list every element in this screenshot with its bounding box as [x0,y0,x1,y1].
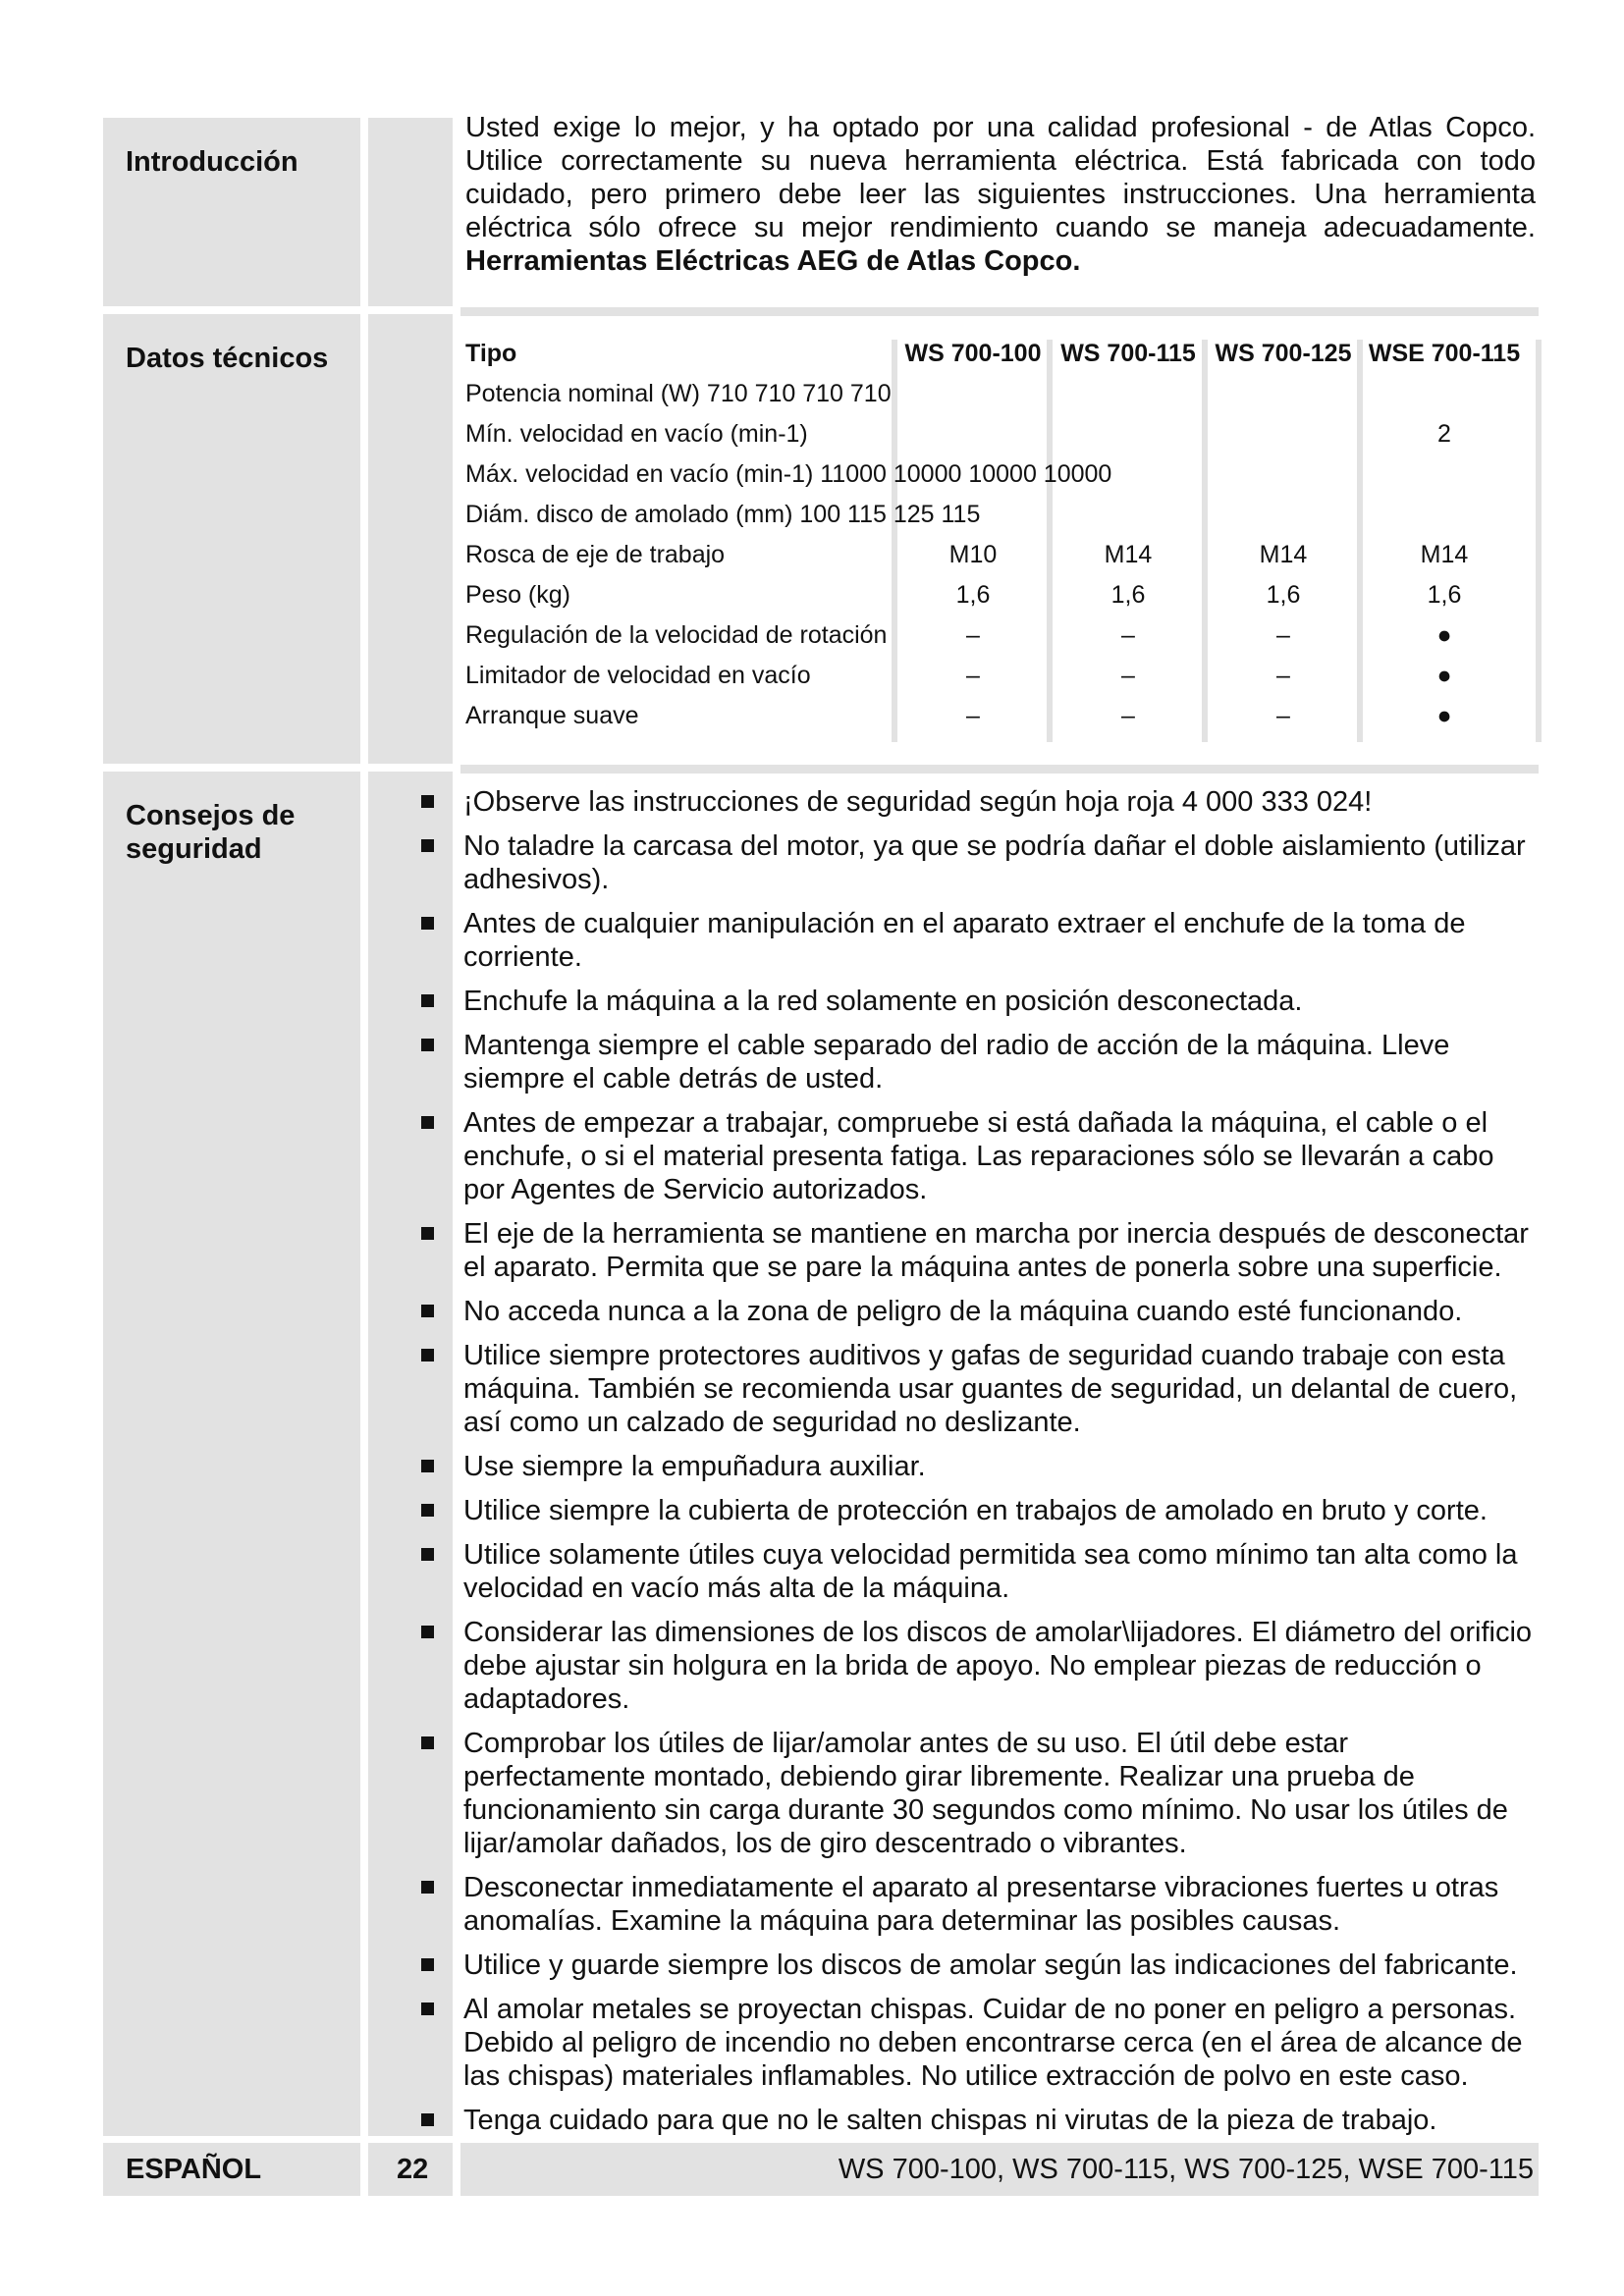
square-bullet-icon [421,1548,434,1561]
square-bullet-icon [421,2002,434,2015]
specs-row-name: Potencia nominal (W) 710 710 710 710 [465,380,892,407]
specs-row [465,692,1540,732]
safety-item-text: Mantenga siempre el cable separado del radio de acción de la máquina. Lleve siempre el cable detrás de usted. [463,1030,1450,1095]
safety-item-text: Utilice y guarde siempre los discos de amolar según las indicaciones del fabricante. [463,1949,1518,1981]
specs-row-value: – [1121,621,1135,649]
specs-header-name: Tipo [465,340,517,367]
intro-spacer-cell [368,118,453,306]
safety-item [416,1339,1536,1439]
safety-item-text: Utilice solamente útiles cuya velocidad permitida sea como mínimo tan alta como la velocidad en vacío más alta de la máquina. [463,1539,1518,1604]
datos-spacer-cell [368,314,453,764]
specs-row-value: – [1276,662,1290,689]
consejos-label [103,772,360,866]
square-bullet-icon [421,1039,434,1051]
square-bullet-icon [421,795,434,808]
safety-item [416,1871,1536,1938]
safety-item [416,1616,1536,1716]
intro-label: Introducción [126,146,298,178]
safety-item-text: Desconectar inmediatamente el aparato al presentarse vibraciones fuertes u otras anomalías. Examine la máquina para determinar las posibles causas. [463,1872,1499,1937]
footer-language: ESPAÑOL [126,2154,262,2185]
specs-row [465,451,1540,491]
safety-item-text: Al amolar metales se proyectan chispas. Cuidar de no poner en peligro a personas. Debido al peligro de incendio no deben encontrarse cerca (en el área de alcance de las chispas) materiales inflamables. No utilice extracción de polvo en este caso. [463,1994,1523,2092]
specs-row-name: Máx. velocidad en vacío (min-1) 11000 10000 10000 10000 [465,460,1112,488]
specs-row-value: – [966,621,980,649]
specs-row-name: Regulación de la velocidad de rotación [465,621,888,649]
safety-list [416,785,1536,2148]
safety-item [416,1450,1536,1483]
specs-row-value: M14 [1420,541,1469,568]
specs-row-value: 1,6 [955,581,991,609]
square-bullet-icon [421,839,434,852]
specs-row-value: – [1121,662,1135,689]
safety-item-text: Considerar las dimensiones de los discos de amolar\lijadores. El diámetro del orificio debe ajustar sin holgura en la brida de apoyo. No emplear piezas de reducción o adaptadores. [463,1617,1533,1715]
square-bullet-icon [421,1958,434,1971]
safety-item-text: Antes de cualquier manipulación en el aparato extraer el enchufe de la toma de corriente. [463,908,1466,973]
square-bullet-icon [421,1349,434,1362]
specs-row [465,491,1540,531]
safety-item-text: No taladre la carcasa del motor, ya que se podría dañar el doble aislamiento (utilizar adhesivos). [463,830,1526,895]
square-bullet-icon [421,2113,434,2126]
safety-item-text: Antes de empezar a trabajar, compruebe si está dañada la máquina, el cable o el enchufe, o si el material presenta fatiga. Las reparaciones sólo se llevarán a cabo por Agentes de Servicio autorizados. [463,1107,1494,1205]
square-bullet-icon [421,994,434,1007]
square-bullet-icon [421,1227,434,1240]
specs-row [465,370,1540,410]
specs-bottom-rule [460,765,1539,774]
specs-row-name: Rosca de eje de trabajo [465,541,726,568]
safety-item-text: El eje de la herramienta se mantiene en marcha por inercia después de desconectar el aparato. Permita que se pare la máquina antes de ponerla sobre una superficie. [463,1218,1529,1283]
specs-row-value: ● [1436,702,1452,729]
specs-row [465,612,1540,652]
square-bullet-icon [421,1460,434,1472]
specs-row-value: 1,6 [1427,581,1462,609]
specs-header-col: WS 700-115 [1060,340,1196,367]
square-bullet-icon [421,917,434,930]
square-bullet-icon [421,1504,434,1517]
safety-item [416,907,1536,974]
specs-row-value: – [1276,702,1290,729]
specs-row [465,410,1540,451]
specs-row-name: Diám. disco de amolado (mm) 100 115 125 115 [465,501,981,528]
safety-item-text: Enchufe la máquina a la red solamente en posición desconectada. [463,986,1303,1017]
safety-item [416,1538,1536,1605]
specs-top-rule [460,307,1539,316]
safety-item-text: Tenga cuidado para que no le salten chispas ni virutas de la pieza de trabajo. [463,2105,1437,2136]
square-bullet-icon [421,1736,434,1749]
safety-item [416,1949,1536,1982]
square-bullet-icon [421,1305,434,1317]
square-bullet-icon [421,1116,434,1129]
safety-item [416,1106,1536,1206]
specs-row-name: Mín. velocidad en vacío (min-1) [465,420,808,448]
footer-models: WS 700-100, WS 700-115, WS 700-125, WSE 700-115 [838,2154,1534,2185]
specs-header-col: WS 700-100 [904,340,1042,367]
consejos-label-line2: seguridad [126,833,262,865]
specs-header-col: WS 700-125 [1215,340,1352,367]
square-bullet-icon [421,1626,434,1638]
specs-table [465,330,1540,732]
specs-row-value: ● [1436,621,1452,649]
safety-item-text: ¡Observe las instrucciones de seguridad según hoja roja 4 000 333 024! [463,786,1373,818]
specs-row [465,531,1540,571]
specs-row-value: 1,6 [1110,581,1146,609]
datos-label: Datos técnicos [126,343,329,374]
specs-row-name: Peso (kg) [465,581,570,609]
square-bullet-icon [421,1881,434,1894]
specs-row [465,571,1540,612]
specs-row-value: – [1121,702,1135,729]
safety-item-text: Comprobar los útiles de lijar/amolar antes de su uso. El útil debe estar perfectamente montado, debiendo girar libremente. Realizar una prueba de funcionamiento sin carga durante 30 segundos como mínimo. No usar los útiles de lijar/amolar dañados, los de giro descentrado o vibrantes. [463,1728,1508,1859]
safety-item [416,829,1536,896]
specs-row-value: 1,6 [1266,581,1301,609]
specs-header-row [465,330,1540,370]
safety-item [416,1029,1536,1095]
specs-row-value: – [1276,621,1290,649]
intro-label-cell [103,118,360,306]
intro-bold: Herramientas Eléctricas AEG de Atlas Copco. [465,245,1081,277]
specs-row-value: ● [1436,662,1452,689]
consejos-label-cell [103,772,360,2136]
safety-item-text: Utilice siempre la cubierta de protección en trabajos de amolado en bruto y corte. [463,1495,1488,1526]
intro-text: Usted exige lo mejor, y ha optado por una calidad profesional - de Atlas Copco. Utilice correctamente su nueva herramienta eléctrica. Está fabricada con todo cuidado, pero primero debe leer las siguientes instrucciones. Una herramienta eléctrica sólo ofrece su mejor rendimiento cuando se maneja adecuadamente. [465,112,1536,243]
safety-item [416,785,1536,819]
safety-item [416,1727,1536,1860]
safety-item-text: Use siempre la empuñadura auxiliar. [463,1451,926,1482]
intro-paragraph [465,111,1536,278]
consejos-label-line1: Consejos de [126,800,296,831]
specs-row-name: Limitador de velocidad en vacío [465,662,811,689]
specs-row-value: M14 [1259,541,1308,568]
specs-row-value: 2 [1437,420,1451,448]
specs-row-value: – [966,702,980,729]
safety-item [416,1494,1536,1527]
specs-row [465,652,1540,692]
safety-item-text: Utilice siempre protectores auditivos y gafas de seguridad cuando trabaje con esta máquina. También se recomienda usar guantes de seguridad, un delantal de cuero, así como un calzado de seguridad no deslizante. [463,1340,1518,1438]
safety-item [416,985,1536,1018]
safety-item [416,1295,1536,1328]
footer-page-number: 22 [397,2154,429,2185]
specs-header-col: WSE 700-115 [1368,340,1521,367]
safety-item [416,1217,1536,1284]
safety-item [416,2104,1536,2137]
safety-item-text: No acceda nunca a la zona de peligro de la máquina cuando esté funcionando. [463,1296,1463,1327]
specs-row-value: M14 [1104,541,1153,568]
specs-row-value: – [966,662,980,689]
datos-label-cell [103,314,360,764]
specs-row-value: M10 [948,541,998,568]
safety-item [416,1993,1536,2093]
specs-row-name: Arranque suave [465,702,639,729]
